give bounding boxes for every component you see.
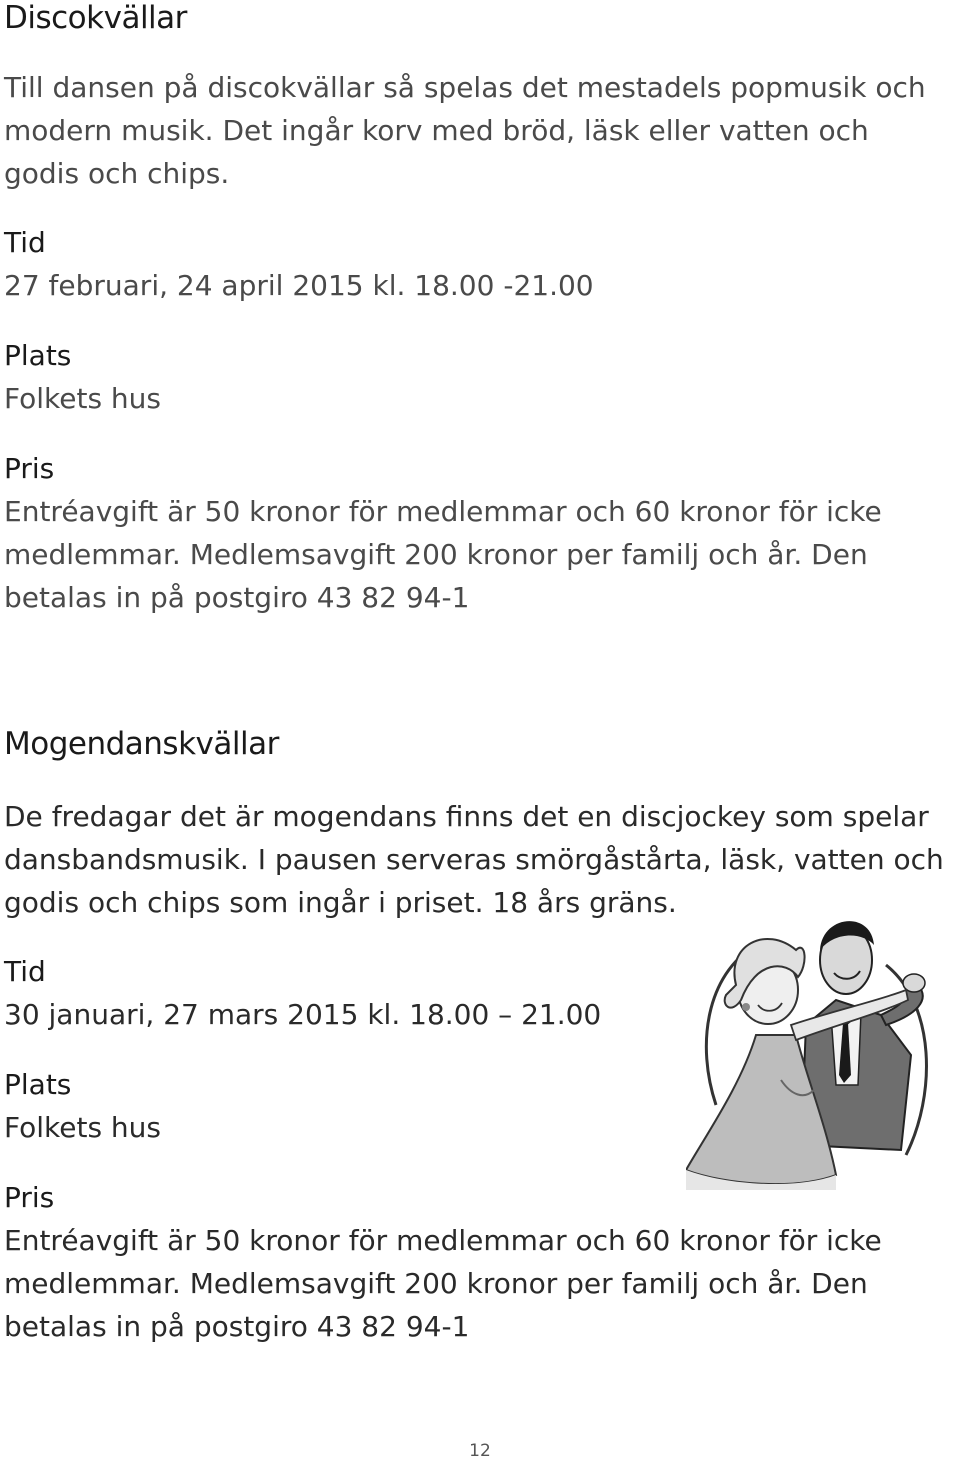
section-description-mogendans: De fredagar det är mogendans finns det en discjockey som spelar dansbandsmusik. I pausen serveras smörgåstårta, läsk, vatten och godis och chips som ingår i priset. 18 års gräns. [4, 800, 944, 919]
pris-label-mogendans: Pris [4, 1181, 55, 1214]
dancing-couple-illustration [686, 905, 958, 1190]
tid-label-mogendans: Tid [4, 955, 46, 988]
pris-label-disco: Pris [4, 452, 55, 485]
plats-value-disco: Folkets hus [4, 382, 162, 415]
plats-label-disco: Plats [4, 339, 72, 372]
section-heading-mogendans: Mogendanskvällar [4, 726, 279, 762]
page-number: 12 [469, 1441, 491, 1461]
tid-label-disco: Tid [4, 226, 46, 259]
section-heading-disco: Discokvällar [4, 0, 187, 36]
tid-value-mogendans: 30 januari, 27 mars 2015 kl. 18.00 – 21.00 [4, 998, 602, 1031]
tid-value-disco: 27 februari, 24 april 2015 kl. 18.00 -21.00 [4, 269, 594, 302]
section-description-disco: Till dansen på discokvällar så spelas det mestadels popmusik och modern musik. Det ingår korv med bröd, läsk eller vatten och godis och chips. [4, 71, 926, 190]
pris-value-mogendans: Entréavgift är 50 kronor för medlemmar och 60 kronor för icke medlemmar. Medlemsavgift 200 kronor per familj och år. Den betalas in på postgiro 43 82 94-1 [4, 1224, 882, 1343]
plats-value-mogendans: Folkets hus [4, 1111, 162, 1144]
pris-value-disco: Entréavgift är 50 kronor för medlemmar och 60 kronor för icke medlemmar. Medlemsavgift 200 kronor per familj och år. Den betalas in på postgiro 43 82 94-1 [4, 495, 882, 614]
plats-label-mogendans: Plats [4, 1068, 72, 1101]
